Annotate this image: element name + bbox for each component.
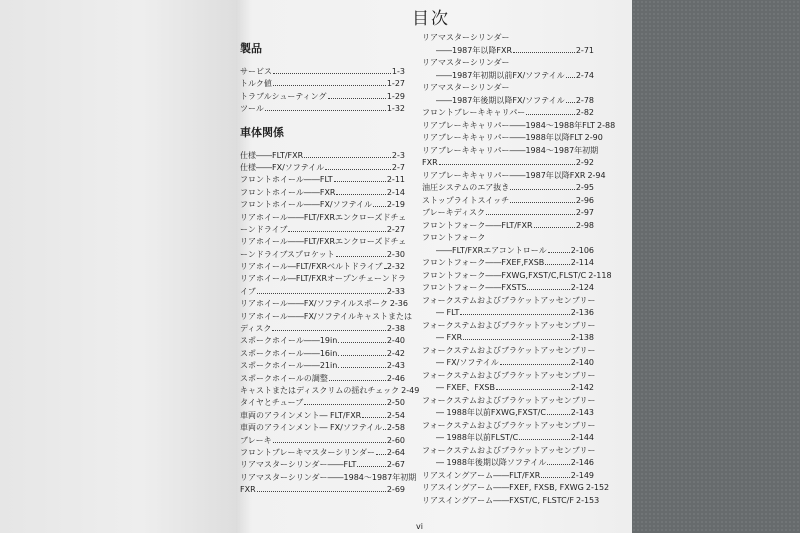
toc-entry	[422, 282, 594, 295]
toc-entry-page: 2-96	[575, 195, 594, 205]
toc-entry-page: 2-54	[386, 410, 405, 420]
dot-leader	[341, 366, 386, 368]
toc-entry-title: スポークホイール――19in.	[240, 336, 340, 346]
toc-entry-page: 2-88	[597, 120, 616, 130]
toc-entry-page: 2-40	[386, 336, 405, 346]
toc-entry	[422, 495, 600, 508]
toc-entry	[240, 335, 405, 347]
toc-entry-title: リアスイングアーム――FXEF, FXSB, FXWG	[422, 483, 584, 492]
page-title: 目次	[412, 9, 450, 29]
dot-leader	[329, 379, 386, 381]
toc-entry-title: リアブレーキキャリパー――1988年以降FLT	[422, 133, 583, 142]
toc-entry	[240, 286, 405, 298]
toc-entry	[422, 82, 594, 95]
dot-leader	[566, 76, 575, 78]
dot-leader	[362, 416, 386, 418]
toc-entry-page: 2-143	[570, 408, 594, 417]
toc-entry	[240, 174, 405, 186]
toc-entry-page: 2-49	[401, 385, 420, 395]
toc-entry-page: 2-136	[570, 308, 594, 317]
toc-entry-title: リアスイングアーム――FLT/FXR	[422, 470, 541, 480]
toc-entry-page: 2-33	[386, 286, 405, 296]
toc-entry-page: 2-74	[575, 70, 594, 80]
toc-entry-title: イブ	[240, 286, 256, 296]
toc-entry	[240, 103, 405, 115]
toc-entry	[240, 66, 405, 78]
toc-entry	[240, 373, 405, 385]
toc-entry	[422, 257, 594, 270]
toc-entry-page: 1-3	[391, 67, 405, 76]
toc-entry	[422, 357, 594, 370]
toc-entry-page: 2-27	[386, 224, 405, 234]
toc-entry-page: 2-50	[386, 398, 405, 408]
dot-leader	[376, 453, 386, 455]
toc-entry	[240, 199, 405, 211]
dot-leader	[336, 193, 385, 195]
toc-entry-page: 1-29	[386, 91, 405, 101]
desk-surface	[632, 0, 800, 533]
toc-entry-title: ――1987年以降FXR	[436, 45, 512, 55]
toc-entry	[240, 249, 405, 261]
toc-entry	[240, 187, 405, 199]
toc-entry-page: 2-14	[386, 187, 405, 197]
toc-entry	[240, 435, 405, 447]
toc-entry-page: 2-142	[570, 383, 594, 392]
toc-entry	[422, 270, 612, 283]
toc-entry	[422, 45, 594, 58]
toc-entry	[422, 170, 606, 183]
dot-leader	[334, 180, 386, 182]
toc-entry	[240, 78, 405, 90]
toc-entry	[422, 445, 594, 458]
dot-leader	[545, 263, 569, 265]
toc-entry-title: ディスク	[240, 324, 272, 334]
toc-entry-title: リアマスターシリンダー――1984～1987年初期	[240, 472, 417, 482]
toc-entry	[240, 410, 405, 422]
dot-leader	[547, 463, 569, 465]
toc-entry	[240, 91, 405, 103]
dot-leader	[486, 213, 575, 215]
toc-entry	[422, 32, 594, 45]
dot-leader	[513, 51, 575, 53]
toc-entry-title: リアホイール―FLT/FXRオープンチェーンドラ	[240, 274, 406, 284]
toc-entry-title: ――1987年後期以降FX/ソフテイル	[436, 95, 565, 105]
toc-entry-title: リアホイール――FLT/FXRエンクローズドチェ	[240, 212, 407, 222]
toc-entry-title: ― 1988年後期以降ソフテイル	[436, 458, 547, 467]
toc-entry	[240, 447, 405, 459]
toc-entry-page: 2-138	[570, 333, 594, 342]
toc-entry	[240, 385, 420, 397]
dot-leader	[373, 205, 386, 207]
toc-entry-page: 2-30	[386, 249, 405, 259]
toc-entry	[422, 120, 616, 133]
toc-entry	[240, 273, 405, 285]
toc-entry-page: 2-106	[570, 245, 594, 255]
toc-entry	[422, 482, 610, 495]
dot-leader	[510, 188, 575, 190]
toc-entry-title: 車両のアラインメント― FLT/FXR	[240, 410, 362, 420]
dot-leader	[460, 313, 569, 315]
toc-left-column	[240, 42, 420, 497]
toc-entry-title: 油圧システムのエア抜き	[422, 183, 510, 192]
dot-leader	[257, 292, 386, 294]
dot-leader	[534, 226, 575, 228]
dot-leader	[500, 363, 570, 365]
toc-entry-page: 2-71	[575, 45, 594, 55]
toc-entry	[240, 311, 413, 323]
toc-entry	[422, 307, 594, 320]
dot-leader	[527, 288, 569, 290]
toc-entry	[240, 472, 417, 484]
dot-leader	[265, 109, 386, 111]
dot-leader	[325, 168, 391, 170]
toc-entry	[422, 370, 594, 383]
dot-leader	[383, 428, 386, 430]
toc-entry-title: ― FXEF、FXSB	[436, 383, 495, 392]
toc-entry	[240, 150, 405, 162]
toc-entry	[422, 407, 594, 420]
dot-leader	[496, 388, 570, 390]
toc-entry-title: リアホイール―FLT/FXRベルトドライブ	[240, 262, 383, 272]
dot-leader	[328, 97, 386, 99]
toc-entry-title: 仕様――FLT/FXR	[240, 150, 304, 160]
toc-entry-title: リアスイングアーム――FXST/C, FLSTC/F	[422, 495, 574, 505]
toc-entry-title: ストップライトスイッチ	[422, 195, 510, 205]
toc-entry	[240, 459, 405, 471]
toc-entry-title: ― 1988年以前FXWG,FXST/C	[436, 408, 546, 417]
toc-entry-title: フロントフォーク――FXEF,FXSB	[422, 258, 545, 267]
toc-entry-title: フロントフォーク――FXSTS	[422, 283, 527, 292]
toc-entry-page: 2-114	[570, 258, 594, 267]
toc-entry-title: ― FX/ソフテイル	[436, 358, 499, 367]
toc-entry-page: 2-98	[575, 220, 594, 230]
toc-entry	[422, 420, 594, 433]
toc-entry-page: 1-27	[386, 79, 405, 89]
toc-entry-page: 2-149	[570, 470, 594, 480]
dot-leader	[384, 267, 386, 269]
toc-entry-title: リアホイール――FLT/FXRエンクローズドチェ	[240, 237, 407, 247]
toc-entry-page: 2-152	[585, 483, 610, 492]
toc-entry-title: リアホイール――FX/ソフテイルスポーク	[240, 299, 388, 309]
dot-leader	[304, 156, 391, 158]
toc-entry-page: 2-36	[389, 299, 408, 309]
toc-entry-title: フォークステムおよびブラケットアッセンブリー	[422, 320, 596, 330]
toc-entry	[422, 470, 594, 483]
toc-entry	[422, 320, 594, 333]
toc-entry-page: 2-7	[391, 162, 405, 172]
toc-entry-page: 2-140	[570, 358, 594, 367]
toc-entry-title: スポークホイール――21in.	[240, 361, 340, 371]
toc-entry-page: 2-97	[575, 208, 594, 217]
toc-entry-title: フォークステムおよびブラケットアッセンブリー	[422, 395, 596, 405]
toc-entry-page: 2-82	[575, 108, 594, 117]
toc-entry-title: フロントフォーク――FXWG,FXST/C,FLST/C	[422, 270, 587, 280]
toc-entry	[422, 207, 594, 220]
toc-entry-page: 2-43	[386, 361, 405, 371]
toc-entry-title: ――1987年初期以前FX/ソフテイル	[436, 70, 565, 80]
toc-entry-page: 2-78	[575, 95, 594, 105]
dot-leader	[288, 230, 385, 232]
toc-entry-page: 2-58	[386, 423, 405, 433]
toc-entry	[422, 57, 594, 70]
toc-entry-title: ― FXR	[436, 333, 463, 342]
toc-entry	[240, 298, 408, 310]
section-heading: 製品	[240, 42, 262, 55]
toc-page	[236, 0, 632, 533]
toc-entry-title: フォークステムおよびブラケットアッセンブリー	[422, 445, 596, 455]
toc-entry-title: リアマスターシリンダー	[422, 83, 510, 92]
toc-entry	[422, 382, 594, 395]
toc-entry	[422, 245, 594, 258]
toc-entry-page: 1-32	[386, 104, 405, 114]
toc-entry	[422, 220, 594, 233]
toc-entry	[422, 132, 603, 145]
toc-entry-page: 2-92	[575, 158, 594, 167]
toc-entry	[422, 432, 594, 445]
dot-leader	[341, 341, 386, 343]
toc-entry-title: トルク値	[240, 79, 272, 89]
dot-leader	[273, 84, 386, 86]
toc-entry	[422, 232, 594, 245]
toc-entry	[240, 224, 405, 236]
toc-entry	[422, 395, 594, 408]
toc-entry-page: 2-124	[570, 283, 594, 292]
toc-entry	[240, 360, 405, 372]
toc-entry	[422, 457, 594, 470]
toc-entry	[422, 95, 594, 108]
toc-entry-page: 2-69	[386, 485, 405, 495]
toc-entry	[240, 162, 405, 174]
dot-leader	[547, 413, 570, 415]
toc-entry-title: フロントブレーキマスターシリンダー	[240, 447, 375, 457]
dot-leader	[357, 465, 385, 467]
toc-entry-title: ブレーキディスク	[422, 208, 486, 217]
toc-entry-title: トラブルシューティング	[240, 91, 327, 101]
page-number: vi	[416, 522, 423, 531]
toc-entry-title: フォークステムおよびブラケットアッセンブリー	[422, 345, 596, 355]
toc-entry	[240, 397, 405, 409]
toc-right-column	[422, 32, 616, 507]
toc-entry	[422, 182, 594, 195]
toc-entry-page: 2-94	[587, 170, 606, 180]
toc-entry-page: 2-3	[391, 150, 405, 160]
toc-entry-title: フォークステムおよびブラケットアッセンブリー	[422, 295, 596, 305]
toc-entry-page: 2-42	[386, 348, 405, 358]
dot-leader	[304, 403, 386, 405]
dot-leader	[439, 163, 575, 165]
section-heading: 車体関係	[240, 125, 284, 139]
toc-entry-title: 車両のアラインメント― FX/ソフテイル	[240, 423, 383, 433]
dot-leader	[336, 255, 386, 257]
toc-entry	[240, 484, 405, 496]
toc-entry-title: フォークステムおよびブラケットアッセンブリー	[422, 370, 596, 380]
toc-entry-title: フロントフォーク	[422, 233, 486, 242]
toc-entry-page: 2-32	[386, 262, 405, 272]
toc-entry-title: キャストまたはディスクリムの揺れチェック	[240, 385, 400, 395]
toc-entry-title: フロントホイール――FX/ソフテイル	[240, 200, 373, 210]
toc-entry-page: 2-46	[386, 373, 405, 383]
toc-entry-title: リアブレーキキャリパー――1984～1988年FLT	[422, 120, 596, 130]
toc-entry-title: サービス	[240, 67, 272, 76]
toc-entry-title: フロントブレーキキャリパー	[422, 108, 526, 117]
toc-entry-page: 2-118	[588, 270, 612, 280]
toc-entry	[422, 332, 594, 345]
toc-entry-title: リアブレーキキャリパー――1987年以降FXR	[422, 170, 586, 180]
dot-leader	[548, 251, 570, 253]
toc-entry-title: ーンドライブ	[240, 224, 288, 234]
dot-leader	[463, 338, 570, 340]
dot-leader	[257, 490, 386, 492]
toc-entry-title: リアブレーキキャリパー――1984～1987年初期	[422, 145, 599, 155]
dot-leader	[566, 101, 575, 103]
toc-entry	[422, 195, 594, 208]
toc-entry	[422, 145, 599, 158]
toc-entry-title: スポークホイールの調整	[240, 373, 328, 383]
toc-entry-title: フロントフォーク――FLT/FXR	[422, 220, 533, 230]
toc-entry-title: リアマスターシリンダー	[422, 58, 510, 67]
toc-entry-page: 2-67	[386, 460, 405, 470]
toc-entry-page: 2-153	[575, 495, 600, 505]
dot-leader	[273, 72, 391, 74]
toc-entry-title: リアマスターシリンダー――FLT	[240, 460, 357, 470]
toc-entry-page: 2-146	[570, 458, 594, 467]
toc-entry-title: フロントホイール――FXR	[240, 187, 336, 197]
toc-entry-title: FXR	[422, 158, 438, 167]
dot-leader	[541, 476, 569, 478]
toc-entry	[240, 348, 405, 360]
dot-leader	[273, 441, 386, 443]
toc-entry	[422, 70, 594, 83]
toc-entry	[240, 212, 405, 224]
toc-entry-page: 2-38	[386, 324, 405, 334]
toc-entry-title: ― 1988年以前FLST/C	[436, 433, 519, 442]
toc-entry-title: 仕様――FX/ソフテイル	[240, 162, 325, 172]
toc-entry-title: ーンドライブスプロケット	[240, 249, 335, 259]
toc-entry-page: 2-144	[570, 433, 594, 442]
toc-entry-title: リアマスターシリンダー	[422, 33, 510, 42]
toc-entry-title: フロントホイール――FLT	[240, 175, 333, 185]
toc-entry-title: リアホイール――FX/ソフテイルキャストまたは	[240, 311, 413, 321]
facing-left-page	[0, 0, 236, 533]
toc-entry-title: タイヤとチューブ	[240, 398, 304, 408]
dot-leader	[526, 113, 575, 115]
toc-entry	[240, 323, 405, 335]
toc-entry-title: ツール	[240, 104, 264, 114]
toc-entry-title: ブレーキ	[240, 435, 272, 445]
toc-entry-page: 2-60	[386, 435, 405, 445]
toc-entry-page: 2-11	[386, 175, 405, 185]
toc-entry	[422, 295, 594, 308]
toc-entry	[422, 107, 594, 120]
toc-entry-page: 2-95	[575, 183, 594, 192]
toc-entry-page: 2-64	[386, 447, 405, 457]
toc-entry-title: FXR	[240, 485, 256, 495]
toc-entry-title: ― FLT	[436, 308, 460, 317]
toc-entry	[422, 345, 594, 358]
toc-entry	[240, 236, 405, 248]
toc-entry-title: フォークステムおよびブラケットアッセンブリー	[422, 420, 596, 430]
toc-entry	[240, 422, 405, 434]
dot-leader	[519, 438, 570, 440]
dot-leader	[510, 201, 575, 203]
toc-entry-title: スポークホイール――16in.	[240, 348, 340, 358]
toc-entry-page: 2-90	[584, 133, 603, 142]
toc-entry	[422, 157, 594, 170]
toc-entry	[240, 261, 405, 273]
dot-leader	[341, 354, 386, 356]
toc-entry-title: ――FLT/FXRエアコントロール	[436, 245, 547, 255]
dot-leader	[272, 329, 385, 331]
toc-entry-page: 2-19	[386, 200, 405, 210]
